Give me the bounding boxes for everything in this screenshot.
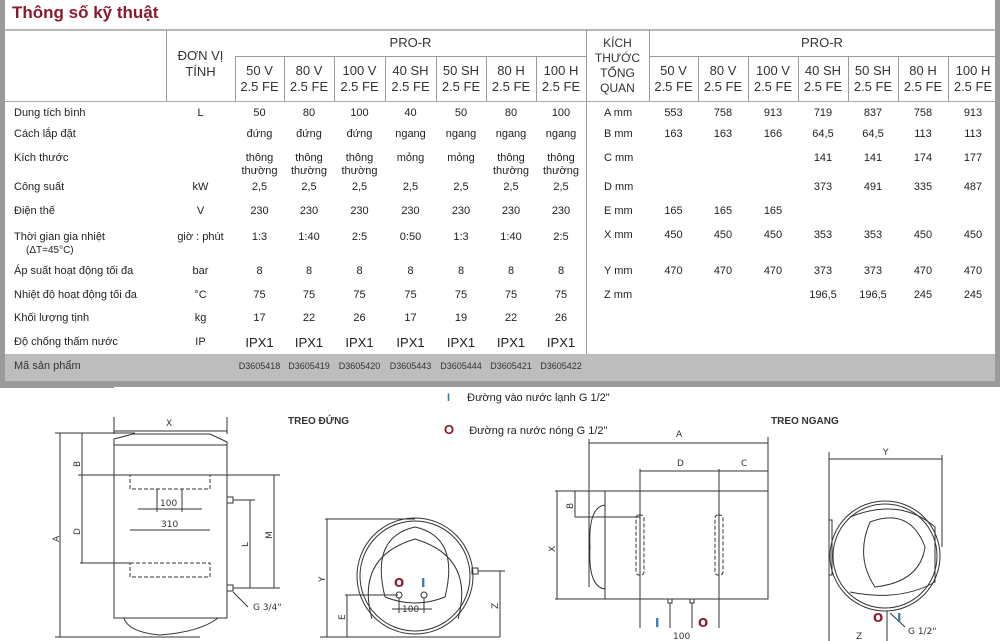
spec-value: 2,5	[251, 181, 268, 193]
legend-inlet-text: Đường vào nước lạnh G 1/2"	[467, 392, 610, 404]
spec-value: 50	[253, 107, 266, 119]
label-treo-ngang: TREO NGANG	[771, 416, 839, 427]
spec-label: Độ chống thấm nước	[14, 336, 118, 348]
spec-value: mỏng	[447, 152, 475, 164]
dimension-value: 165	[763, 205, 783, 217]
spec-label: Dung tích bình	[14, 107, 86, 119]
dim-100-3: 100	[673, 632, 691, 641]
spec-value: 26	[554, 312, 568, 324]
spec-value: đứng	[296, 128, 322, 140]
spec-value: 100	[551, 107, 571, 119]
dimension-value: 450	[963, 229, 983, 241]
dimension-value: 450	[713, 229, 733, 241]
label-treo-dung: TREO ĐỨNG	[288, 416, 350, 427]
spec-value: 2,5	[402, 181, 419, 193]
unit-header: ĐƠN VỊ TÍNH	[177, 48, 224, 79]
model-header-right: 100 H	[955, 63, 991, 78]
spec-unit: °C	[194, 289, 207, 301]
group-header-left: PRO-R	[389, 35, 432, 50]
spec-value: 230	[350, 205, 369, 217]
spec-value: 19	[454, 312, 468, 324]
dimension-value: 353	[813, 229, 833, 241]
dimension-value: 913	[763, 107, 783, 119]
spec-label: Áp suất hoạt động tối đa	[14, 265, 134, 277]
dim-d-2: D	[677, 459, 684, 469]
inlet-marker-1: I	[421, 576, 426, 590]
dimension-value: 141	[813, 152, 833, 164]
spec-value: 17	[253, 312, 266, 324]
dimension-value: 470	[664, 265, 683, 277]
model-header-right-sub: 2.5 FE	[953, 79, 993, 94]
dimension-value: 196,5	[809, 289, 837, 301]
model-header-right-sub: 2.5 FE	[654, 79, 693, 94]
spec-value: 2:5	[351, 231, 368, 243]
model-header-left: 50 V	[246, 63, 273, 78]
dimension-value: 373	[813, 181, 833, 193]
spec-value: 1:3	[453, 231, 469, 243]
model-header-right: 80 V	[709, 63, 737, 78]
model-header-right-sub: 2.5 FE	[803, 79, 843, 94]
spec-label: Thời gian gia nhiệt	[14, 231, 105, 243]
dim-y-2: Y	[883, 448, 889, 458]
spec-value: đứng	[346, 128, 373, 140]
spec-value: 8	[507, 265, 515, 277]
spec-value: 230	[501, 205, 521, 217]
dim-m: M	[265, 531, 275, 539]
header-bottom-line	[5, 101, 995, 102]
dim-g12: G 1/2"	[908, 627, 937, 637]
spec-value: 2,5	[503, 181, 519, 193]
spec-value: IPX1	[294, 335, 324, 350]
spec-label: Công suất	[14, 181, 65, 193]
dimension-value: 174	[913, 152, 933, 164]
spec-value: 0:50	[399, 231, 422, 243]
outlet-marker-1: O	[394, 576, 405, 590]
dimension-label: E mm	[604, 205, 633, 217]
dimension-value: 758	[713, 107, 733, 119]
model-header-left: 50 SH	[442, 63, 480, 78]
spec-unit: giờ : phút	[177, 231, 224, 243]
spec-value: 75	[404, 289, 417, 301]
spec-label: Cách lắp đặt	[14, 128, 76, 140]
dimension-value: 165	[713, 205, 733, 217]
dimension-value: 353	[863, 229, 883, 241]
model-header-right-sub: 2.5 FE	[703, 79, 743, 94]
dimension-label: Y mm	[604, 265, 633, 277]
product-code: D3605421	[490, 361, 532, 371]
product-code: D3605422	[540, 361, 582, 371]
spec-value: IPX1	[546, 335, 576, 350]
spec-value: 75	[554, 289, 568, 301]
inlet-marker-2: I	[655, 616, 660, 630]
spec-value: 8	[305, 265, 313, 277]
dimension-value: 113	[964, 128, 982, 140]
dimension-value: 491	[863, 181, 883, 193]
spec-value: ngang	[445, 128, 477, 140]
dimension-value: 553	[664, 107, 683, 119]
spec-value: 8	[407, 265, 414, 277]
model-header-left-sub: 2.5 FE	[289, 79, 329, 94]
model-header-left-sub: 2.5 FE	[491, 79, 531, 94]
spec-value: 8	[557, 265, 565, 277]
outlet-marker-3: O	[873, 611, 884, 625]
vertical-heater-front	[0, 387, 280, 637]
model-header-left-sub: 2.5 FE	[441, 79, 481, 94]
model-header-right-sub: 2.5 FE	[853, 79, 893, 94]
dim-z-2: Z	[856, 632, 863, 641]
model-header-left: 100 H	[543, 63, 579, 78]
horizontal-heater-front	[555, 437, 768, 628]
spec-value: thông thường	[291, 152, 327, 177]
spec-value: 100	[350, 107, 369, 119]
spec-value: đứng	[246, 128, 273, 140]
dimension-value: 470	[963, 265, 983, 277]
spec-value: IPX1	[396, 335, 425, 350]
spec-value: 40	[404, 107, 417, 119]
dimension-value: 373	[813, 265, 833, 277]
spec-sublabel: (ΔT=45°C)	[26, 245, 74, 256]
spec-value: thông thường	[543, 152, 579, 177]
spec-value: 230	[299, 205, 319, 217]
horizontal-heater-side	[829, 452, 942, 641]
model-header-left-sub: 2.5 FE	[240, 79, 279, 94]
spec-unit: bar	[192, 265, 209, 277]
dimension-value: 113	[914, 128, 932, 140]
page-title: Thông số kỹ thuật	[12, 3, 159, 22]
dimension-value: 196,5	[859, 289, 887, 301]
dim-z-1: Z	[491, 602, 501, 609]
group-header-right: PRO-R	[801, 35, 843, 50]
model-header-left: 40 SH	[392, 63, 429, 78]
dimension-value: 913	[963, 107, 983, 119]
spec-unit: L	[197, 107, 204, 119]
dimension-diagrams	[0, 387, 1000, 641]
dimension-value: 470	[763, 265, 783, 277]
dimension-value: 470	[713, 265, 733, 277]
spec-value: 2,5	[351, 181, 368, 193]
spec-value: 80	[504, 107, 518, 119]
model-header-right: 40 SH	[804, 63, 842, 78]
spec-value: 22	[504, 312, 518, 324]
spec-value: IPX1	[345, 335, 374, 350]
spec-value: 17	[404, 312, 417, 324]
model-header-right: 80 H	[909, 63, 937, 78]
spec-value: 230	[401, 205, 420, 217]
model-header-left-sub: 2.5 FE	[391, 79, 430, 94]
model-header-right: 100 V	[756, 63, 790, 78]
spec-unit: V	[196, 205, 205, 217]
spec-value: 26	[353, 312, 366, 324]
spec-value: 2,5	[301, 181, 317, 193]
spec-value: 75	[253, 289, 266, 301]
spec-value: 80	[302, 107, 316, 119]
dimension-value: 450	[763, 229, 783, 241]
dimension-label: A mm	[604, 107, 633, 119]
dim-b-1: B	[73, 460, 83, 467]
dimension-value: 165	[664, 205, 683, 217]
dimension-value: 245	[913, 289, 933, 301]
dimension-value: 470	[913, 265, 933, 277]
spec-label: Điện thế	[14, 205, 55, 217]
dimension-value: 141	[863, 152, 883, 164]
technical-drawing	[0, 387, 1000, 641]
spec-unit: kg	[194, 312, 207, 324]
dimension-value: 177	[963, 152, 983, 164]
divider	[649, 56, 995, 57]
spec-label: Kích thước	[14, 152, 69, 164]
dimension-value: 163	[713, 128, 733, 140]
spec-value: 50	[454, 107, 468, 119]
model-header-right-sub: 2.5 FE	[903, 79, 943, 94]
spec-label: Khối lượng tịnh	[14, 312, 90, 324]
spec-value: ngang	[545, 128, 577, 140]
dim-e: E	[338, 614, 348, 620]
product-code: D3605444	[440, 361, 482, 371]
dimension-value: 373	[863, 265, 883, 277]
dimension-value: 166	[763, 128, 783, 140]
dimension-value: 450	[664, 229, 683, 241]
spec-value: 230	[250, 205, 269, 217]
title-bar	[5, 0, 995, 31]
dim-100-2: 100	[402, 605, 420, 615]
spec-value: 1:3	[251, 231, 268, 243]
spec-value: 75	[302, 289, 316, 301]
spec-value: ngang	[395, 128, 426, 140]
dimension-value: 487	[963, 181, 983, 193]
spec-value: 230	[551, 205, 571, 217]
dimension-value: 335	[913, 181, 933, 193]
inlet-marker-3: I	[897, 611, 902, 625]
product-code: D3605420	[338, 361, 381, 371]
dim-310: 310	[161, 520, 179, 530]
inlet-mark-icon: I	[447, 392, 451, 404]
spec-value: 1:40	[298, 231, 320, 243]
dimension-value: 719	[813, 107, 833, 119]
dimension-label: B mm	[604, 128, 633, 140]
model-header-left: 80 H	[497, 63, 525, 78]
dimension-value: 450	[913, 229, 933, 241]
spec-value: mỏng	[396, 152, 425, 164]
dimension-value: 245	[963, 289, 983, 301]
dimension-header: KÍCH THƯỚC TỔNG QUAN	[594, 36, 641, 95]
outlet-mark-icon: O	[444, 422, 455, 437]
dimension-value: 64,5	[812, 128, 834, 140]
spec-unit: IP	[195, 336, 206, 348]
dim-b-2: B	[566, 502, 576, 509]
product-code-label: Mã sản phẩm	[14, 360, 81, 372]
dim-g34: G 3/4"	[253, 603, 282, 613]
dimension-label: D mm	[604, 181, 634, 193]
dim-a-1: A	[52, 535, 62, 542]
dim-y-1: Y	[318, 576, 328, 582]
dim-x-2: X	[548, 545, 558, 552]
spec-value: 8	[356, 265, 363, 277]
product-code: D3605418	[238, 361, 281, 371]
model-header-right: 50 V	[660, 63, 687, 78]
dim-d-1: D	[73, 528, 83, 535]
dimension-value: 64,5	[862, 128, 884, 140]
dimension-label: X mm	[604, 229, 633, 241]
dim-a-2: A	[676, 430, 683, 440]
spec-value: thông thường	[341, 152, 378, 177]
spec-value: ngang	[495, 128, 527, 140]
dimension-value: 758	[913, 107, 933, 119]
model-header-left: 80 V	[295, 63, 323, 78]
model-header-left-sub: 2.5 FE	[541, 79, 581, 94]
spec-unit: kW	[192, 181, 209, 193]
dim-l: L	[241, 541, 251, 547]
dimension-value: 163	[664, 128, 683, 140]
spec-value: 230	[451, 205, 471, 217]
dimension-label: C mm	[604, 152, 634, 164]
product-code: D3605419	[288, 361, 330, 371]
outlet-marker-2: O	[698, 616, 709, 630]
spec-value: 2,5	[553, 181, 569, 193]
spec-value: IPX1	[496, 335, 526, 350]
dim-c: C	[741, 459, 748, 469]
model-header-right: 50 SH	[854, 63, 892, 78]
spec-label: Nhiệt độ hoạt động tối đa	[14, 289, 137, 301]
spec-value: thông thường	[493, 152, 529, 177]
spec-value: 8	[457, 265, 465, 277]
spec-value: 8	[256, 265, 263, 277]
spec-value: 2,5	[453, 181, 469, 193]
product-code: D3605443	[389, 361, 432, 371]
dimension-label: Z mm	[604, 289, 633, 301]
spec-value: 1:40	[500, 231, 522, 243]
dim-x-1: X	[166, 419, 173, 429]
spec-value: 75	[353, 289, 366, 301]
spec-value: thông thường	[241, 152, 278, 177]
legend-outlet-text: Đường ra nước nóng G 1/2"	[469, 425, 608, 437]
model-header-left-sub: 2.5 FE	[340, 79, 379, 94]
model-header-left: 100 V	[342, 63, 377, 78]
spec-value: 22	[302, 312, 316, 324]
dimension-value: 837	[863, 107, 883, 119]
spec-value: 75	[454, 289, 468, 301]
divider	[235, 56, 586, 57]
spec-value: 75	[504, 289, 518, 301]
dim-100-1: 100	[160, 499, 178, 509]
spec-value: IPX1	[245, 335, 274, 350]
spec-value: IPX1	[446, 335, 476, 350]
spec-value: 2:5	[553, 231, 569, 243]
model-header-right-sub: 2.5 FE	[753, 79, 793, 94]
